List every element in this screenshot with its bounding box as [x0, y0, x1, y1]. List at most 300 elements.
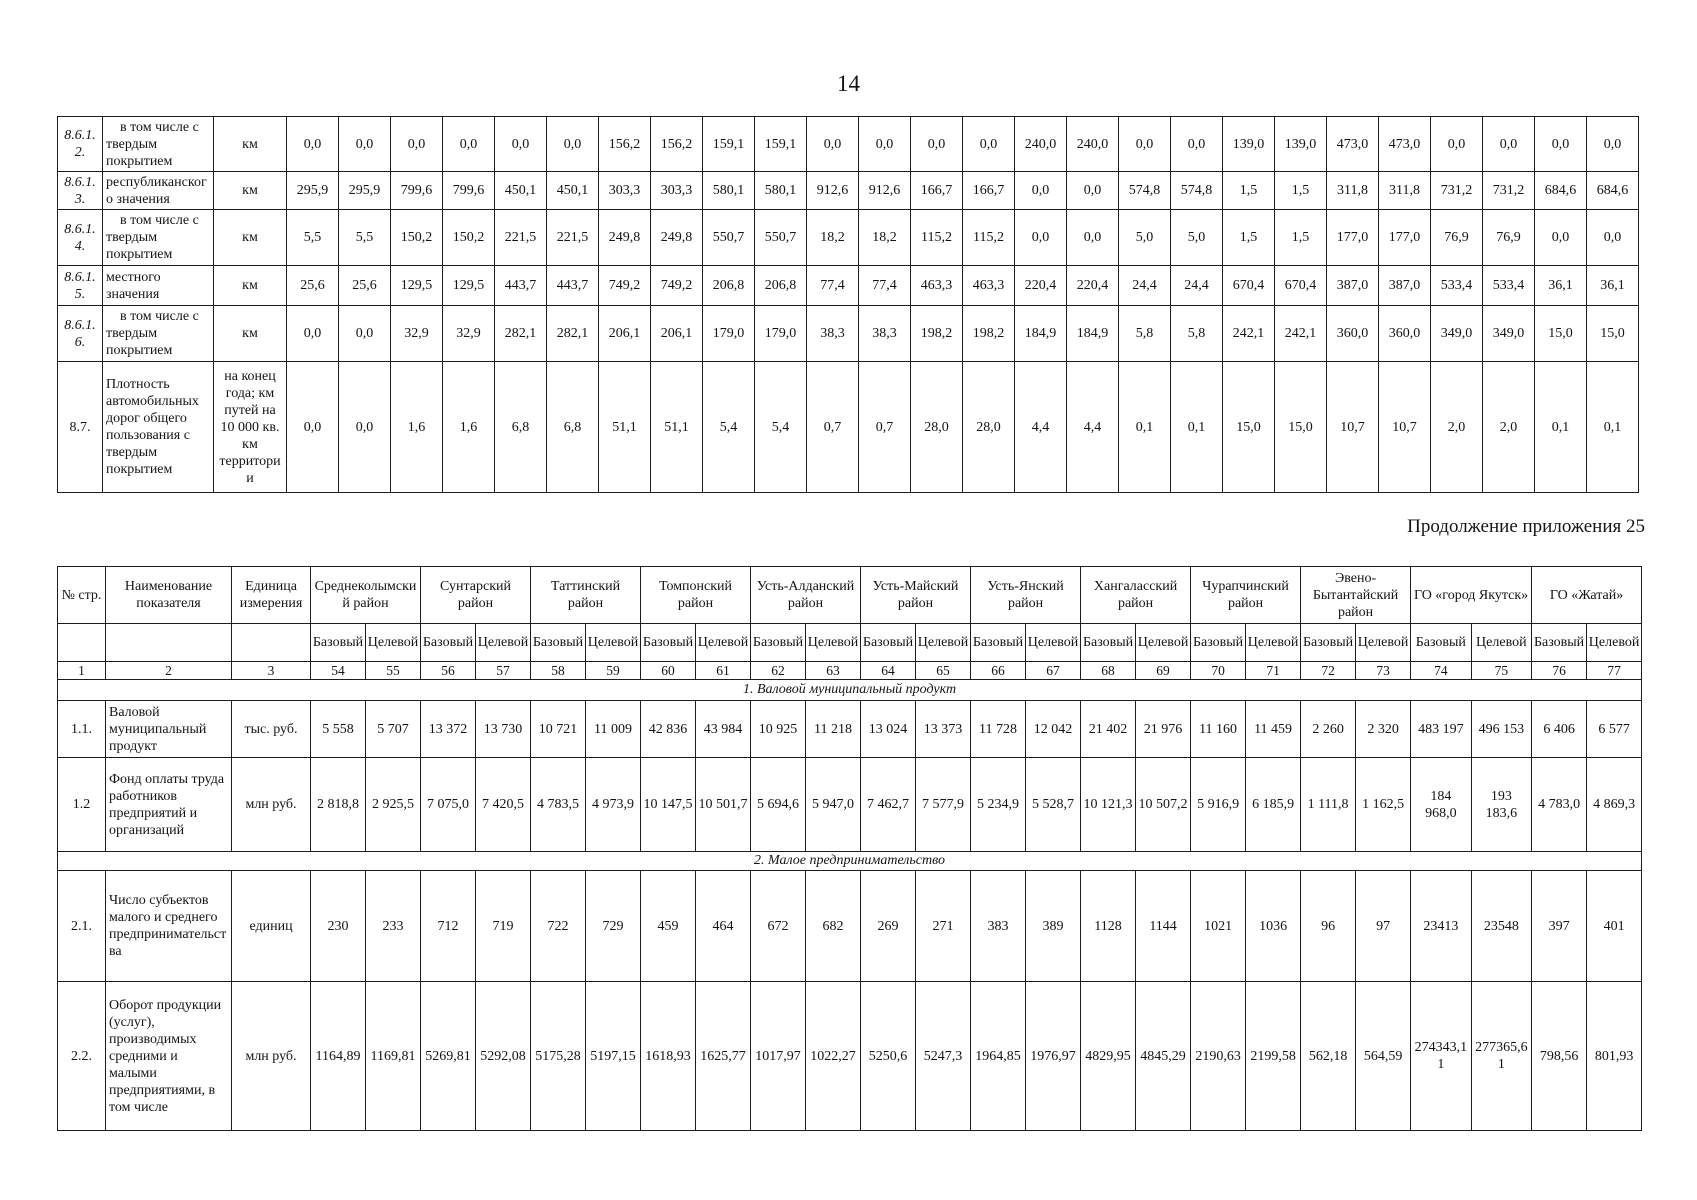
value-cell: 463,3 — [911, 266, 963, 306]
target-value-header: Целевой — [696, 624, 751, 662]
value-cell: 0,7 — [807, 362, 859, 493]
value-cell: 2,0 — [1431, 362, 1483, 493]
unit-cell: на конец года; км путей на 10 000 кв. км территории — [214, 362, 287, 493]
value-cell: 0,0 — [963, 117, 1015, 172]
unit-cell: единиц — [232, 871, 311, 982]
value-cell: 801,93 — [1587, 982, 1642, 1131]
value-cell: 360,0 — [1379, 306, 1431, 362]
district-header: Среднеколымский район — [311, 567, 421, 624]
target-value-header: Целевой — [366, 624, 421, 662]
value-cell: 0,1 — [1171, 362, 1223, 493]
value-cell: 7 462,7 — [861, 758, 916, 852]
value-cell: 150,2 — [391, 210, 443, 266]
value-cell: 12 042 — [1026, 701, 1081, 758]
value-cell: 682 — [806, 871, 861, 982]
value-cell: 749,2 — [599, 266, 651, 306]
value-cell: 1164,89 — [311, 982, 366, 1131]
value-cell: 459 — [641, 871, 696, 982]
unit-cell: км — [214, 306, 287, 362]
value-cell: 129,5 — [391, 266, 443, 306]
value-cell: 0,0 — [339, 362, 391, 493]
value-cell: 77,4 — [807, 266, 859, 306]
target-value-header: Целевой — [1587, 624, 1642, 662]
value-cell: 1128 — [1081, 871, 1136, 982]
base-value-header: Базовый — [861, 624, 916, 662]
value-cell: 670,4 — [1275, 266, 1327, 306]
value-cell: 24,4 — [1171, 266, 1223, 306]
value-cell: 0,0 — [1067, 172, 1119, 210]
column-number: 1 — [58, 662, 106, 680]
value-cell: 360,0 — [1327, 306, 1379, 362]
column-number: 73 — [1356, 662, 1411, 680]
value-cell: 249,8 — [599, 210, 651, 266]
value-cell: 10 501,7 — [696, 758, 751, 852]
value-cell: 5 694,6 — [751, 758, 806, 852]
value-cell: 96 — [1301, 871, 1356, 982]
section-title: 2. Малое предпринимательство — [58, 852, 1642, 871]
value-cell: 198,2 — [963, 306, 1015, 362]
row-number: 8.7. — [58, 362, 103, 493]
value-cell: 277365,61 — [1471, 982, 1532, 1131]
value-cell: 0,0 — [1119, 117, 1171, 172]
value-cell: 0,0 — [1171, 117, 1223, 172]
value-cell: 38,3 — [859, 306, 911, 362]
indicator-name: в том числе с твердым покрытием — [103, 117, 214, 172]
value-cell: 36,1 — [1535, 266, 1587, 306]
district-header: Чурапчинский район — [1191, 567, 1301, 624]
district-header: Усть-Янский район — [971, 567, 1081, 624]
base-value-header: Базовый — [971, 624, 1026, 662]
column-number: 58 — [531, 662, 586, 680]
value-cell: 150,2 — [443, 210, 495, 266]
value-cell: 28,0 — [963, 362, 1015, 493]
value-cell: 0,0 — [1535, 117, 1587, 172]
column-number: 75 — [1471, 662, 1532, 680]
value-cell: 177,0 — [1379, 210, 1431, 266]
value-cell: 7 577,9 — [916, 758, 971, 852]
value-cell: 0,0 — [339, 306, 391, 362]
value-cell: 0,0 — [495, 117, 547, 172]
district-header: Усть-Алданский район — [751, 567, 861, 624]
value-cell: 443,7 — [495, 266, 547, 306]
district-header: Томпонский район — [641, 567, 751, 624]
value-cell: 18,2 — [807, 210, 859, 266]
value-cell: 0,0 — [547, 117, 599, 172]
indicator-name: в том числе с твердым покрытием — [103, 210, 214, 266]
municipal-indicators-table — [57, 566, 1642, 1131]
indicator-name: республиканского значения — [103, 172, 214, 210]
value-cell: 0,0 — [1587, 210, 1639, 266]
value-cell: 25,6 — [287, 266, 339, 306]
target-value-header: Целевой — [916, 624, 971, 662]
value-cell: 15,0 — [1587, 306, 1639, 362]
target-value-header: Целевой — [476, 624, 531, 662]
indicator-name: Число субъектов малого и среднего предпринимательства — [106, 871, 232, 982]
value-cell: 2199,58 — [1246, 982, 1301, 1131]
value-cell: 1169,81 — [366, 982, 421, 1131]
value-cell: 233 — [366, 871, 421, 982]
value-cell: 11 009 — [586, 701, 641, 758]
value-cell: 389 — [1026, 871, 1081, 982]
value-cell: 129,5 — [443, 266, 495, 306]
value-cell: 1,5 — [1223, 210, 1275, 266]
value-cell: 230 — [311, 871, 366, 982]
value-cell: 15,0 — [1223, 362, 1275, 493]
value-cell: 5 947,0 — [806, 758, 861, 852]
row-number: 1.2 — [58, 758, 106, 852]
value-cell: 672 — [751, 871, 806, 982]
value-cell: 0,0 — [1535, 210, 1587, 266]
value-cell: 564,59 — [1356, 982, 1411, 1131]
table-row — [58, 871, 1642, 982]
value-cell: 5,8 — [1119, 306, 1171, 362]
value-cell: 5,4 — [703, 362, 755, 493]
value-cell: 115,2 — [963, 210, 1015, 266]
value-cell: 450,1 — [495, 172, 547, 210]
value-cell: 0,1 — [1535, 362, 1587, 493]
value-cell: 5,4 — [755, 362, 807, 493]
value-cell: 1964,85 — [971, 982, 1026, 1131]
section-title: 1. Валовой муниципальный продукт — [58, 680, 1642, 701]
value-cell: 206,1 — [651, 306, 703, 362]
value-cell: 28,0 — [911, 362, 963, 493]
value-cell: 349,0 — [1431, 306, 1483, 362]
value-cell: 295,9 — [339, 172, 391, 210]
value-cell: 2 925,5 — [366, 758, 421, 852]
value-cell: 684,6 — [1535, 172, 1587, 210]
value-cell: 0,0 — [1483, 117, 1535, 172]
road-indicators-table — [57, 116, 1639, 493]
value-cell: 719 — [476, 871, 531, 982]
value-cell: 166,7 — [963, 172, 1015, 210]
district-header: ГО «Жатай» — [1532, 567, 1642, 624]
indicator-name: в том числе с твердым покрытием — [103, 306, 214, 362]
table-body — [58, 117, 1639, 493]
indicator-name: Плотность автомобильных дорог общего пользования с твердым покрытием — [103, 362, 214, 493]
column-number: 2 — [106, 662, 232, 680]
value-cell: 269 — [861, 871, 916, 982]
table-row — [58, 266, 1639, 306]
value-cell: 1036 — [1246, 871, 1301, 982]
table-row — [58, 172, 1639, 210]
value-cell: 4845,29 — [1136, 982, 1191, 1131]
value-cell: 198,2 — [911, 306, 963, 362]
value-cell: 5 234,9 — [971, 758, 1026, 852]
value-cell: 311,8 — [1327, 172, 1379, 210]
base-value-header: Базовый — [1532, 624, 1587, 662]
target-value-header: Целевой — [1471, 624, 1532, 662]
value-cell: 220,4 — [1015, 266, 1067, 306]
value-cell: 13 730 — [476, 701, 531, 758]
value-cell: 11 218 — [806, 701, 861, 758]
value-cell: 156,2 — [599, 117, 651, 172]
table-row — [58, 117, 1639, 172]
row-number: 8.6.1.5. — [58, 266, 103, 306]
indicator-name: Оборот продукции (услуг), производимых средними и малыми предприятиями, в том числе — [106, 982, 232, 1131]
value-cell: 5269,81 — [421, 982, 476, 1131]
value-cell: 11 459 — [1246, 701, 1301, 758]
target-value-header: Целевой — [1026, 624, 1081, 662]
value-cell: 4,4 — [1067, 362, 1119, 493]
value-cell: 5197,15 — [586, 982, 641, 1131]
value-cell: 1618,93 — [641, 982, 696, 1131]
column-number: 60 — [641, 662, 696, 680]
base-value-header: Базовый — [421, 624, 476, 662]
row-number: 8.6.1.2. — [58, 117, 103, 172]
value-cell: 5,8 — [1171, 306, 1223, 362]
value-cell: 550,7 — [755, 210, 807, 266]
value-cell: 10 507,2 — [1136, 758, 1191, 852]
value-cell: 139,0 — [1275, 117, 1327, 172]
column-number: 66 — [971, 662, 1026, 680]
value-cell: 156,2 — [651, 117, 703, 172]
column-number: 64 — [861, 662, 916, 680]
value-cell: 5175,28 — [531, 982, 586, 1131]
value-cell: 1625,77 — [696, 982, 751, 1131]
value-cell: 303,3 — [599, 172, 651, 210]
value-cell: 7 420,5 — [476, 758, 531, 852]
value-cell: 712 — [421, 871, 476, 982]
value-cell: 0,0 — [339, 117, 391, 172]
value-cell: 749,2 — [651, 266, 703, 306]
value-cell: 0,0 — [443, 117, 495, 172]
value-cell: 15,0 — [1535, 306, 1587, 362]
district-header: ГО «город Якутск» — [1411, 567, 1532, 624]
header-blank — [106, 624, 232, 662]
unit-cell: км — [214, 210, 287, 266]
district-header: Сунтарский район — [421, 567, 531, 624]
value-cell: 206,8 — [755, 266, 807, 306]
value-cell: 184 968,0 — [1411, 758, 1472, 852]
value-cell: 274343,11 — [1411, 982, 1472, 1131]
value-cell: 240,0 — [1015, 117, 1067, 172]
value-cell: 0,0 — [859, 117, 911, 172]
value-cell: 0,0 — [287, 362, 339, 493]
value-cell: 0,7 — [859, 362, 911, 493]
value-cell: 4 783,0 — [1532, 758, 1587, 852]
value-cell: 443,7 — [547, 266, 599, 306]
value-cell: 799,6 — [443, 172, 495, 210]
value-cell: 1,6 — [391, 362, 443, 493]
row-number: 1.1. — [58, 701, 106, 758]
column-number: 54 — [311, 662, 366, 680]
value-cell: 799,6 — [391, 172, 443, 210]
value-cell: 25,6 — [339, 266, 391, 306]
subheader-row — [58, 624, 1642, 662]
value-cell: 5 707 — [366, 701, 421, 758]
table-row — [58, 701, 1642, 758]
header-indicator-name: Наименование показателя — [106, 567, 232, 624]
value-cell: 76,9 — [1483, 210, 1535, 266]
value-cell: 4829,95 — [1081, 982, 1136, 1131]
value-cell: 206,8 — [703, 266, 755, 306]
value-cell: 5250,6 — [861, 982, 916, 1131]
value-cell: 684,6 — [1587, 172, 1639, 210]
value-cell: 282,1 — [547, 306, 599, 362]
column-number: 69 — [1136, 662, 1191, 680]
value-cell: 6 577 — [1587, 701, 1642, 758]
value-cell: 912,6 — [859, 172, 911, 210]
table-row — [58, 758, 1642, 852]
value-cell: 6,8 — [547, 362, 599, 493]
value-cell: 4,4 — [1015, 362, 1067, 493]
row-number: 2.2. — [58, 982, 106, 1131]
value-cell: 0,0 — [1015, 210, 1067, 266]
value-cell: 1144 — [1136, 871, 1191, 982]
value-cell: 5247,3 — [916, 982, 971, 1131]
column-number: 57 — [476, 662, 531, 680]
value-cell: 13 373 — [916, 701, 971, 758]
value-cell: 0,0 — [287, 306, 339, 362]
value-cell: 10 721 — [531, 701, 586, 758]
value-cell: 1,5 — [1275, 172, 1327, 210]
value-cell: 184,9 — [1067, 306, 1119, 362]
value-cell: 798,56 — [1532, 982, 1587, 1131]
target-value-header: Целевой — [1246, 624, 1301, 662]
value-cell: 383 — [971, 871, 1026, 982]
column-number: 3 — [232, 662, 311, 680]
column-number: 59 — [586, 662, 641, 680]
value-cell: 24,4 — [1119, 266, 1171, 306]
value-cell: 5 528,7 — [1026, 758, 1081, 852]
section-row — [58, 680, 1642, 701]
value-cell: 139,0 — [1223, 117, 1275, 172]
value-cell: 15,0 — [1275, 362, 1327, 493]
value-cell: 574,8 — [1119, 172, 1171, 210]
target-value-header: Целевой — [1356, 624, 1411, 662]
value-cell: 463,3 — [963, 266, 1015, 306]
indicator-name: Фонд оплаты труда работников предприятий и организаций — [106, 758, 232, 852]
value-cell: 4 869,3 — [1587, 758, 1642, 852]
unit-cell: км — [214, 172, 287, 210]
value-cell: 0,1 — [1587, 362, 1639, 493]
section-row — [58, 852, 1642, 871]
column-number: 71 — [1246, 662, 1301, 680]
column-number: 77 — [1587, 662, 1642, 680]
base-value-header: Базовый — [1081, 624, 1136, 662]
column-number: 70 — [1191, 662, 1246, 680]
column-number: 62 — [751, 662, 806, 680]
value-cell: 2 260 — [1301, 701, 1356, 758]
column-number: 56 — [421, 662, 476, 680]
column-number: 55 — [366, 662, 421, 680]
value-cell: 21 402 — [1081, 701, 1136, 758]
value-cell: 5,0 — [1171, 210, 1223, 266]
value-cell: 13 372 — [421, 701, 476, 758]
base-value-header: Базовый — [1411, 624, 1472, 662]
value-cell: 1 162,5 — [1356, 758, 1411, 852]
value-cell: 6,8 — [495, 362, 547, 493]
table-row — [58, 210, 1639, 266]
value-cell: 36,1 — [1587, 266, 1639, 306]
value-cell: 580,1 — [703, 172, 755, 210]
value-cell: 32,9 — [443, 306, 495, 362]
value-cell: 10,7 — [1327, 362, 1379, 493]
unit-cell: млн руб. — [232, 982, 311, 1131]
value-cell: 21 976 — [1136, 701, 1191, 758]
target-value-header: Целевой — [1136, 624, 1191, 662]
value-cell: 0,0 — [1587, 117, 1639, 172]
value-cell: 23548 — [1471, 871, 1532, 982]
value-cell: 1,6 — [443, 362, 495, 493]
value-cell: 5292,08 — [476, 982, 531, 1131]
value-cell: 533,4 — [1483, 266, 1535, 306]
district-header: Усть-Майский район — [861, 567, 971, 624]
value-cell: 473,0 — [1379, 117, 1431, 172]
value-cell: 1,5 — [1223, 172, 1275, 210]
value-cell: 349,0 — [1483, 306, 1535, 362]
value-cell: 303,3 — [651, 172, 703, 210]
value-cell: 206,1 — [599, 306, 651, 362]
value-cell: 76,9 — [1431, 210, 1483, 266]
district-header: Хангаласский район — [1081, 567, 1191, 624]
value-cell: 271 — [916, 871, 971, 982]
value-cell: 387,0 — [1379, 266, 1431, 306]
unit-cell: км — [214, 266, 287, 306]
column-number: 65 — [916, 662, 971, 680]
value-cell: 10 121,3 — [1081, 758, 1136, 852]
unit-cell: тыс. руб. — [232, 701, 311, 758]
header-blank — [58, 624, 106, 662]
value-cell: 43 984 — [696, 701, 751, 758]
unit-cell: км — [214, 117, 287, 172]
value-cell: 731,2 — [1431, 172, 1483, 210]
column-number: 67 — [1026, 662, 1081, 680]
value-cell: 1017,97 — [751, 982, 806, 1131]
value-cell: 51,1 — [599, 362, 651, 493]
value-cell: 1,5 — [1275, 210, 1327, 266]
value-cell: 240,0 — [1067, 117, 1119, 172]
header-blank — [232, 624, 311, 662]
value-cell: 10 147,5 — [641, 758, 696, 852]
value-cell: 1021 — [1191, 871, 1246, 982]
header-row — [58, 567, 1642, 624]
value-cell: 51,1 — [651, 362, 703, 493]
value-cell: 11 728 — [971, 701, 1026, 758]
table-row — [58, 362, 1639, 493]
value-cell: 115,2 — [911, 210, 963, 266]
value-cell: 166,7 — [911, 172, 963, 210]
value-cell: 242,1 — [1223, 306, 1275, 362]
value-cell: 533,4 — [1431, 266, 1483, 306]
value-cell: 249,8 — [651, 210, 703, 266]
value-cell: 10,7 — [1379, 362, 1431, 493]
value-cell: 77,4 — [859, 266, 911, 306]
base-value-header: Базовый — [1191, 624, 1246, 662]
value-cell: 464 — [696, 871, 751, 982]
value-cell: 5,5 — [339, 210, 391, 266]
column-number: 63 — [806, 662, 861, 680]
value-cell: 5,5 — [287, 210, 339, 266]
value-cell: 387,0 — [1327, 266, 1379, 306]
value-cell: 2,0 — [1483, 362, 1535, 493]
value-cell: 193 183,6 — [1471, 758, 1532, 852]
value-cell: 7 075,0 — [421, 758, 476, 852]
column-number: 61 — [696, 662, 751, 680]
table-row — [58, 306, 1639, 362]
value-cell: 912,6 — [807, 172, 859, 210]
base-value-header: Базовый — [641, 624, 696, 662]
value-cell: 722 — [531, 871, 586, 982]
value-cell: 177,0 — [1327, 210, 1379, 266]
value-cell: 562,18 — [1301, 982, 1356, 1131]
header-unit: Единица измерения — [232, 567, 311, 624]
value-cell: 496 153 — [1471, 701, 1532, 758]
continuation-label: Продолжение приложения 25 — [1407, 516, 1645, 537]
value-cell: 18,2 — [859, 210, 911, 266]
column-number: 68 — [1081, 662, 1136, 680]
value-cell: 179,0 — [755, 306, 807, 362]
